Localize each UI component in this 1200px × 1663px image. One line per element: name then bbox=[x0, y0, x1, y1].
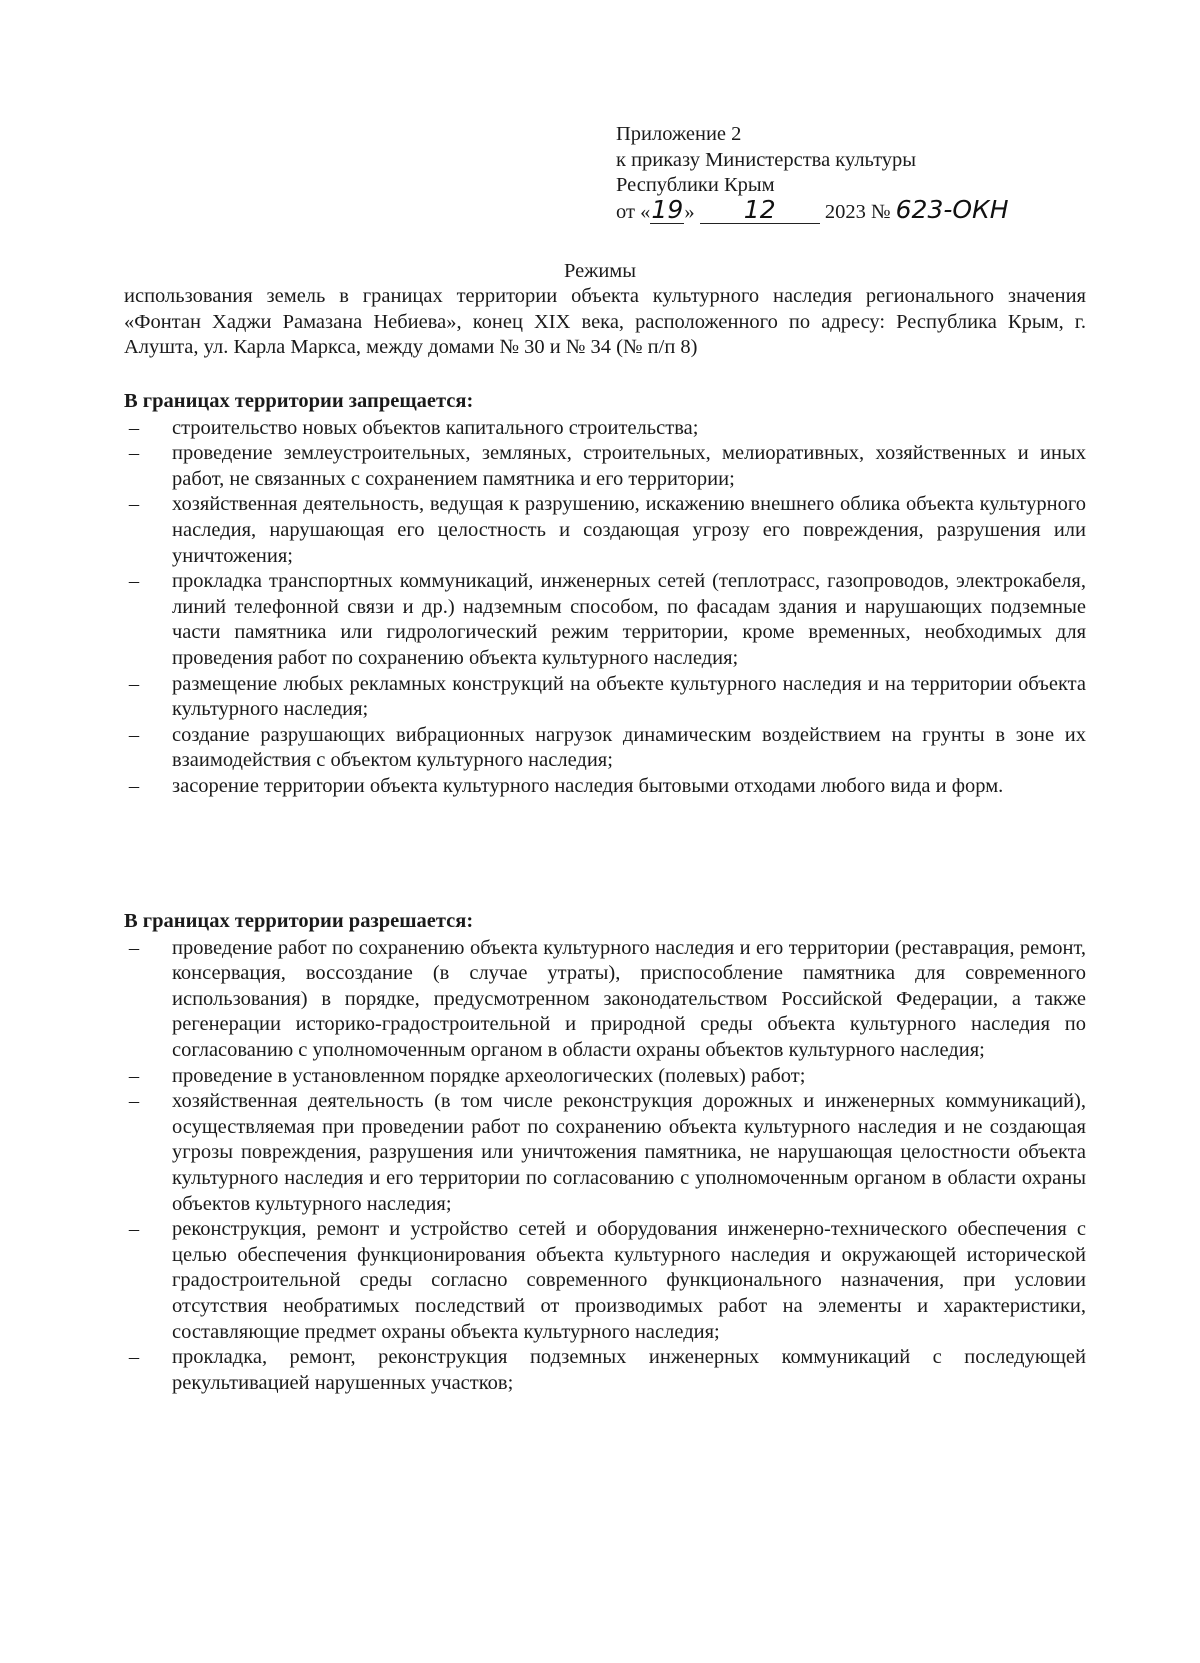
permitted-section bbox=[124, 909, 1086, 1396]
dash-bullet: – bbox=[128, 570, 140, 593]
list-item: – создание разрушающих вибрационных нагрузок динамическим воздействием на грунты в зоне их взаимодействия с объектом культурного наследия; bbox=[124, 723, 1086, 774]
list-item: – прокладка, ремонт, реконструкция подземных инженерных коммуникаций с последующей рекультивацией нарушенных участков; bbox=[124, 1345, 1086, 1396]
dash-bullet: – bbox=[128, 493, 140, 516]
dash-bullet: – bbox=[128, 416, 140, 439]
dash-bullet: – bbox=[128, 1346, 140, 1369]
annex-header bbox=[616, 122, 1086, 225]
order-number-handwritten: 623-ОКН bbox=[895, 194, 1009, 224]
document-subtitle: использования земель в границах территории объекта культурного наследия регионального значения «Фонтан Хаджи Рамазана Небиева», конец XIX века, расположенного по адресу: Республика Крым, г. Алушта, ул. Карла Маркса, между домами № 30 и № 34 (№ п/п 8) bbox=[124, 285, 1086, 359]
day-field bbox=[650, 194, 684, 224]
list-item: – проведение работ по сохранению объекта культурного наследия и его территории (реставрация, ремонт, консервация, воссоздание (в случае утраты), приспособление памятника для современного использования) в порядке, предусмотренном законодательством Российской Федерации, а также регенерации историко-градостроительной и природной среды объекта культурного наследия по согласованию с уполномоченным органом в области охраны объектов культурного наследия; bbox=[124, 936, 1086, 1064]
dash-bullet: – bbox=[128, 442, 140, 465]
annex-line-1: Приложение 2 bbox=[616, 123, 742, 145]
month-field bbox=[700, 194, 820, 224]
annex-date-line bbox=[616, 194, 1086, 226]
permitted-list bbox=[124, 936, 1086, 1397]
dash-bullet: – bbox=[128, 1218, 140, 1241]
dash-bullet: – bbox=[128, 723, 140, 746]
prohibited-heading: В границах территории запрещается: bbox=[124, 390, 474, 412]
dash-bullet: – bbox=[128, 672, 140, 695]
prohibited-section bbox=[124, 389, 1086, 800]
list-item: – хозяйственная деятельность, ведущая к разрушению, искажению внешнего облика объекта культурного наследия, нарушающая его целостность и создающая угрозу его повреждения, разрушения или уничтожения; bbox=[124, 492, 1086, 569]
dash-bullet: – bbox=[128, 1064, 140, 1087]
list-item: – прокладка транспортных коммуникаций, инженерных сетей (теплотрасс, газопроводов, электрокабеля, линий телефонной связи и др.) надземным способом, по фасадам здания и нарушающих подземные части памятника или гидрологический режим территории, кроме временных, необходимых для проведения работ по сохранению объекта культурного наследия; bbox=[124, 569, 1086, 671]
permitted-heading: В границах территории разрешается: bbox=[124, 910, 474, 932]
dash-bullet: – bbox=[128, 774, 140, 797]
annex-line-3: Республики Крым bbox=[616, 174, 775, 196]
date-mid: » bbox=[684, 200, 695, 223]
list-item: – проведение в установленном порядке археологических (полевых) работ; bbox=[124, 1064, 1086, 1090]
list-item: – размещение любых рекламных конструкций на объекте культурного наследия и на территории объекта культурного наследия; bbox=[124, 672, 1086, 723]
list-item: – реконструкция, ремонт и устройство сетей и оборудования инженерно-технического обеспечения с целью обеспечения функционирования объекта культурного наследия и окружающей исторической градостроительной среды согласно современного функционального назначения, при условии отсутствия необратимых последствий от производимых работ на элементы и характеристики, составляющие предмет охраны объекта культурного наследия; bbox=[124, 1217, 1086, 1345]
date-prefix: от « bbox=[616, 200, 651, 223]
year-and-number-label: 2023 № bbox=[824, 200, 891, 223]
dash-bullet: – bbox=[128, 1090, 140, 1113]
month-handwritten: 12 bbox=[743, 194, 776, 224]
annex-line-2: к приказу Министерства культуры bbox=[616, 148, 917, 171]
day-handwritten: 19 bbox=[651, 194, 684, 224]
dash-bullet: – bbox=[128, 936, 140, 959]
order-number-field bbox=[895, 194, 1016, 224]
prohibited-list bbox=[124, 416, 1086, 800]
list-item: – проведение землеустроительных, земляных, строительных, мелиоративных, хозяйственных и иных работ, не связанных с сохранением памятника и его территории; bbox=[124, 441, 1086, 492]
list-item: – хозяйственная деятельность (в том числе реконструкция дорожных и инженерных коммуникаций), осуществляемая при проведении работ по сохранению объекта культурного наследия и не создающая угрозы повреждения, разрушения или уничтожения памятника, не нарушающая целостности объекта культурного наследия и его территории по согласованию с уполномоченным органом в области охраны объектов культурного наследия; bbox=[124, 1089, 1086, 1217]
list-item: – засорение территории объекта культурного наследия бытовыми отходами любого вида и форм. bbox=[124, 774, 1086, 800]
list-item: – строительство новых объектов капитального строительства; bbox=[124, 416, 1086, 442]
document-title: Режимы bbox=[563, 260, 637, 282]
